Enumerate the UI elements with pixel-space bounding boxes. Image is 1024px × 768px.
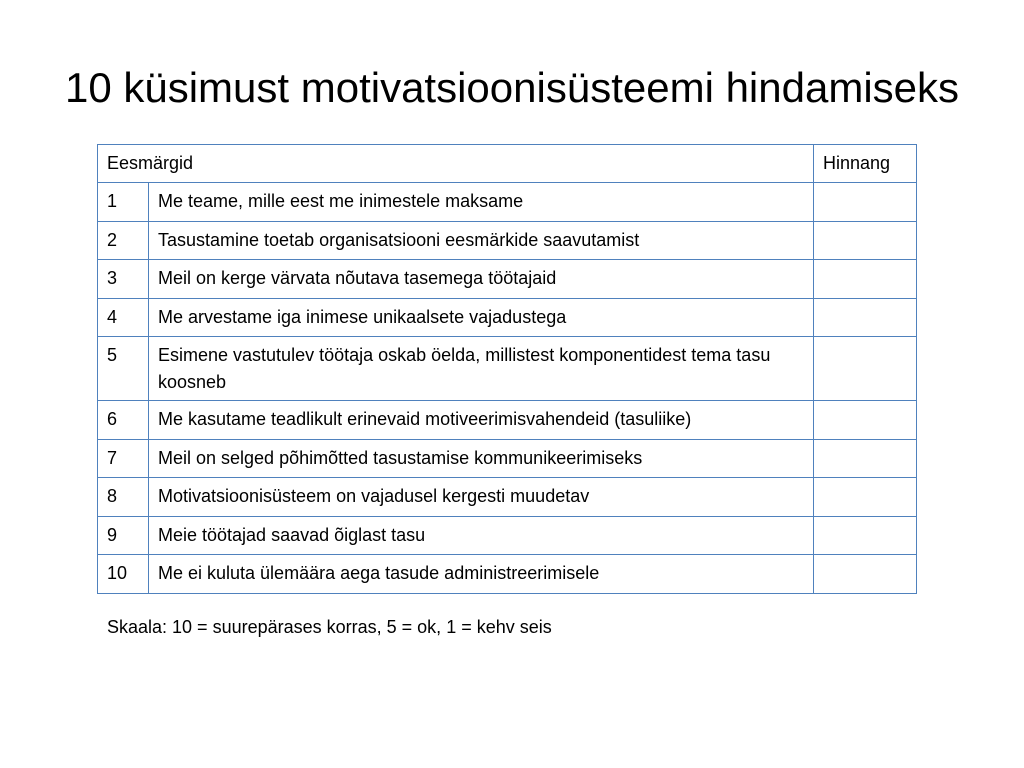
slide-title: 10 küsimust motivatsioonisüsteemi hindamiseks xyxy=(64,64,960,111)
row-number: 8 xyxy=(98,478,149,517)
header-goals: Eesmärgid xyxy=(98,145,814,183)
row-number: 6 xyxy=(98,401,149,440)
goals-table xyxy=(97,144,917,594)
row-number: 3 xyxy=(98,260,149,299)
scale-note: Skaala: 10 = suurepärases korras, 5 = ok, 1 = kehv seis xyxy=(107,617,552,637)
row-goal: Me ei kuluta ülemäära aega tasude administreerimisele xyxy=(149,555,814,594)
row-number: 5 xyxy=(98,337,149,401)
row-rating-cell[interactable] xyxy=(814,337,917,401)
row-number: 7 xyxy=(98,439,149,478)
row-rating-cell[interactable] xyxy=(814,555,917,594)
table-row xyxy=(98,337,917,401)
row-rating-cell[interactable] xyxy=(814,478,917,517)
row-goal: Me arvestame iga inimese unikaalsete vajadustega xyxy=(149,298,814,337)
row-goal: Meie töötajad saavad õiglast tasu xyxy=(149,516,814,555)
row-rating-cell[interactable] xyxy=(814,183,917,222)
table-header-row xyxy=(98,145,917,183)
row-goal: Meil on selged põhimõtted tasustamise kommunikeerimiseks xyxy=(149,439,814,478)
table-row xyxy=(98,221,917,260)
row-goal: Me teame, mille eest me inimestele maksame xyxy=(149,183,814,222)
row-rating-cell[interactable] xyxy=(814,401,917,440)
row-goal: Esimene vastutulev töötaja oskab öelda, millistest komponentidest tema tasu koosneb xyxy=(149,337,814,401)
row-number: 4 xyxy=(98,298,149,337)
table-row xyxy=(98,298,917,337)
row-rating-cell[interactable] xyxy=(814,260,917,299)
header-rating: Hinnang xyxy=(814,145,917,183)
row-number: 1 xyxy=(98,183,149,222)
row-goal: Tasustamine toetab organisatsiooni eesmärkide saavutamist xyxy=(149,221,814,260)
table-row xyxy=(98,439,917,478)
table-row xyxy=(98,260,917,299)
row-goal: Me kasutame teadlikult erinevaid motiveerimisvahendeid (tasuliike) xyxy=(149,401,814,440)
table-row xyxy=(98,516,917,555)
table-row xyxy=(98,478,917,517)
row-number: 10 xyxy=(98,555,149,594)
table-row xyxy=(98,183,917,222)
table-row xyxy=(98,401,917,440)
row-rating-cell[interactable] xyxy=(814,221,917,260)
row-rating-cell[interactable] xyxy=(814,439,917,478)
row-goal: Meil on kerge värvata nõutava tasemega töötajaid xyxy=(149,260,814,299)
row-goal: Motivatsioonisüsteem on vajadusel kergesti muudetav xyxy=(149,478,814,517)
row-rating-cell[interactable] xyxy=(814,298,917,337)
row-number: 9 xyxy=(98,516,149,555)
table-row xyxy=(98,555,917,594)
row-number: 2 xyxy=(98,221,149,260)
row-rating-cell[interactable] xyxy=(814,516,917,555)
